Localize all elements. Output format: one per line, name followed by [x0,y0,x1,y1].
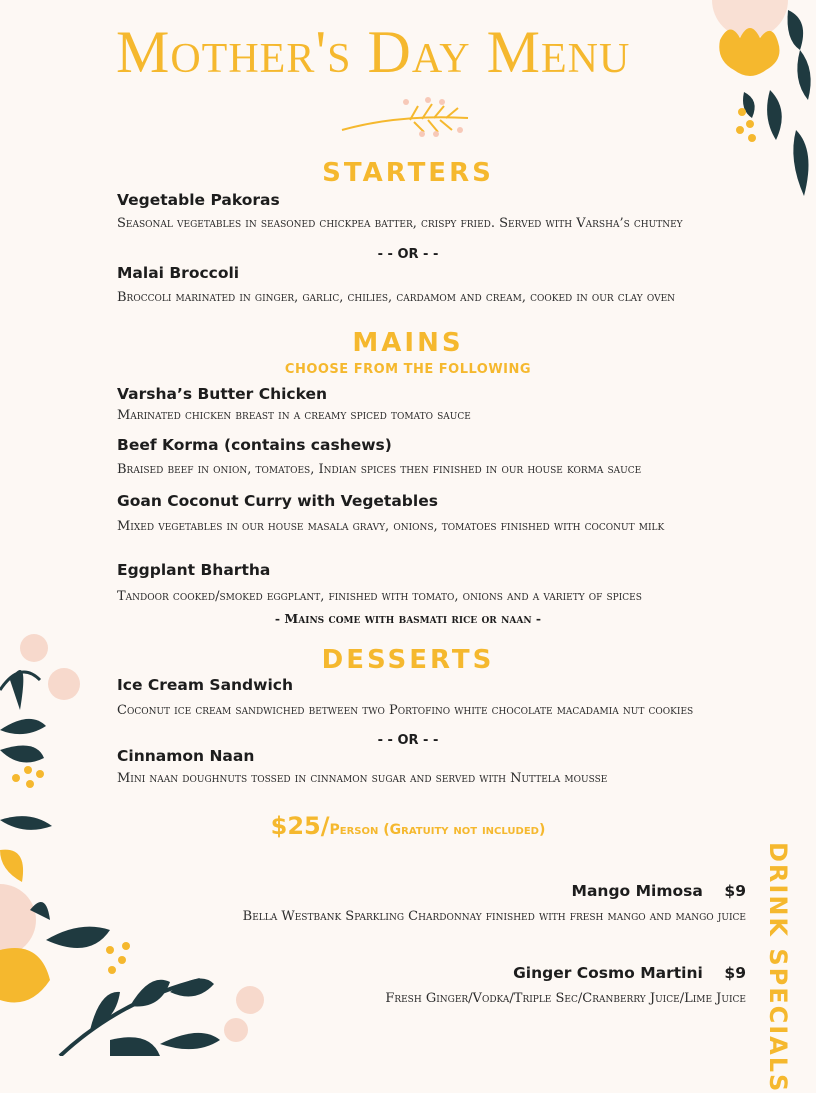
mains-subheading: CHOOSE FROM THE FOLLOWING [284,362,532,377]
price-line [0,814,816,838]
main-item-name: Beef Korma (contains cashews) [117,436,392,454]
main-item-name: Goan Coconut Curry with Vegetables [117,492,438,510]
drink-name: Mango Mimosa [571,882,703,900]
price-note: Person (Gratuity not included) [329,822,546,838]
dessert-item-desc: Mini naan doughnuts tossed in cinnamon sugar and served with Nuttela mousse [117,771,608,786]
starters-heading: STARTERS [322,158,494,188]
drink-price: $9 [724,964,746,982]
dessert-item-name: Ice Cream Sandwich [117,676,294,694]
drink-specials-heading [758,842,798,1093]
menu-title: Mother's Day Menu [116,19,631,85]
starter-item-name: Vegetable Pakoras [117,191,280,209]
drink-item-desc: Bella Westbank Sparkling Chardonnay finished with fresh mango and mango juice [242,909,746,924]
main-item-desc: Tandoor cooked/smoked eggplant, finished with tomato, onions and a variety of spices [117,589,642,604]
dessert-item-desc: Coconut ice cream sandwiched between two Portofino white chocolate macadamia nut cookies [117,703,694,718]
mains-note: - Mains come with basmati rice or naan - [274,611,542,626]
starter-item-desc: Broccoli marinated in ginger, garlic, chilies, cardamom and cream, cooked in our clay oven [117,290,676,305]
or-divider: - - OR - - [377,247,439,262]
starter-item-name: Malai Broccoli [117,264,240,282]
price-amount: $25/ [270,812,330,840]
main-item-desc: Marinated chicken breast in a creamy spiced tomato sauce [117,408,471,423]
drink-item-desc: Fresh Ginger/Vodka/Triple Sec/Cranberry Juice/Lime Juice [385,991,746,1006]
drink-price: $9 [724,882,746,900]
drink-specials-label: DRINK SPECIALS [764,842,792,1093]
main-item-desc: Braised beef in onion, tomatoes, Indian spices then finished in our house korma sauce [117,462,642,477]
main-item-desc: Mixed vegetables in our house masala gravy, onions, tomatoes finished with coconut milk [117,519,665,534]
drink-item-name [513,966,746,982]
drink-item-name [572,884,746,900]
main-item-name: Varsha’s Butter Chicken [117,385,328,403]
drink-name: Ginger Cosmo Martini [513,964,703,982]
sprig-divider-icon [340,94,476,138]
or-divider: - - OR - - [377,733,439,748]
starter-item-desc: Seasonal vegetables in seasoned chickpea batter, crispy fried. Served with Varsha’s chutney [117,216,683,231]
dessert-item-name: Cinnamon Naan [117,747,255,765]
main-item-name: Eggplant Bhartha [117,561,271,579]
mains-heading: MAINS [352,328,464,358]
desserts-heading: DESSERTS [321,645,495,675]
